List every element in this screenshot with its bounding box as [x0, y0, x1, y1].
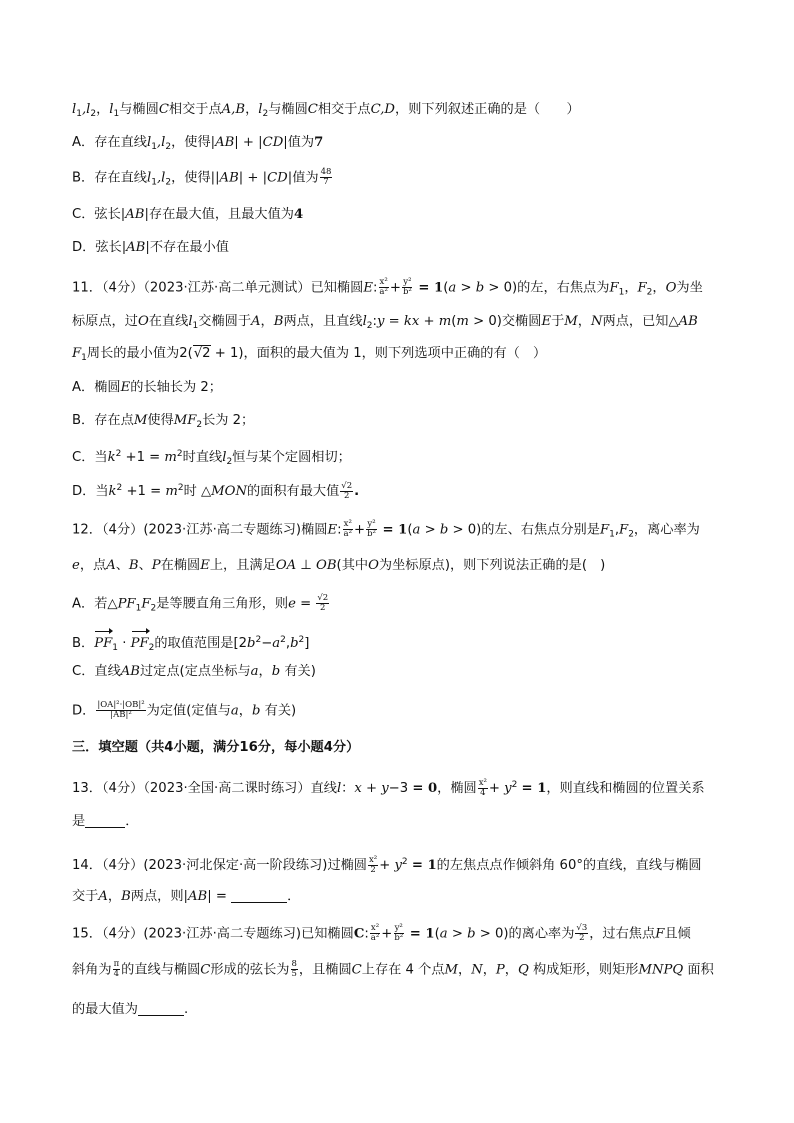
q11-line1: 11．（4分）（2023·江苏·高二单元测试）已知椭圆E: $\frac{\text{x²}}{\text{a²}}$ + $\frac{\text{y²}}{\text{b²}}$ = 1(a > b > 0)的左，右焦点为$F_1$，$F_2$，O为坐 — [72, 277, 703, 298]
q14-line2: 交于A，B两点，则|AB| = ． — [72, 889, 301, 904]
q11-option-a: A．椭圆E的长轴长为 2； — [72, 380, 222, 395]
q13-line1: 13．（4分）（2023·全国·高二课时练习）直线l：x + y−3 = 0，椭圆 $\frac{\text{x²}}{4}$ + $y^2 = 1$，则直线和椭圆的位置关系 — [72, 777, 705, 798]
answer-blank[interactable] — [138, 1001, 184, 1016]
q12-option-d: D． $\frac{\text{|OA|²·|OB|²}}{\text{|AB|²}}$ 为定值(定值与a，b 有关) — [72, 700, 297, 720]
q13-line2: 是 ． — [72, 814, 139, 829]
q15-line1: 15．（4分）(2023·江苏·高二专题练习)已知椭圆C: $\frac{\text{x²}}{\text{a²}}$ + $\frac{\text{y²}}{\text{b²}}$ = 1(a > b > 0)的离心率为 $\frac{√3}{2}$ ，过右焦点F且倾 — [72, 923, 691, 943]
q11-line2: 标原点，过O在直线$l_1$交椭圆于A，B两点，且直线$l_2:y$ = kx + m(m > 0)交椭圆E于M，N两点，已知△AB — [72, 314, 698, 331]
q10-option-d: D．弦长|AB|不存在最小值 — [72, 240, 229, 255]
section-heading: 三．填空题（共4小题，满分16分，每小题4分） — [72, 740, 360, 755]
q12-option-b: B．$PF_1 \cdot PF_2$的取值范围是$[2b^2-a^2,b^2]$ — [72, 635, 310, 653]
q11-option-c: C．当$k^2 +1 = m^2$时直线$l_2$恒与某个定圆相切； — [72, 449, 351, 467]
q11-option-d: D．当$k^2 +1 = m^2$时 △MON的面积有最大值 $\frac{√2}{2}$ . — [72, 480, 360, 501]
q10-stem: $l_1,l_2$，$l_1$与椭圆C相交于点A,B，$l_2$与椭圆C相交于点C,D，则下列叙述正确的是（ ） — [72, 102, 580, 119]
q11-line3: $F_1$周长的最小值为2(√2 + 1)，面积的最大值为 1，则下列选项中正确的有（ ） — [72, 346, 547, 363]
q15-line3: 的最大值为 . — [72, 1002, 189, 1017]
answer-blank[interactable] — [85, 813, 125, 828]
q12-line2: e，点A、B、P在椭圆E上，且满足OA ⊥ OB(其中O为坐标原点)，则下列说法正确的是( ) — [72, 558, 606, 573]
q10-option-b: B．存在直线$l_1,l_2$，使得||AB| + |CD|值为 $\frac{48}{7}$ — [72, 167, 332, 188]
q15-line2: 斜角为 $\frac{\pi}{4}$ 的直线与椭圆C形成的弦长为 $\frac{8}{5}$ ，且椭圆C上存在 4 个点M，N，P，Q 构成矩形，则矩形MNPQ 面积 — [72, 959, 714, 979]
q14-line1: 14．（4分）(2023·河北保定·高一阶段练习)过椭圆 $\frac{\text{x²}}{2}$ + $y^2 = 1$的左焦点点作倾斜角 60°的直线，直线与椭圆 — [72, 854, 702, 875]
q10-option-a: A．存在直线$l_1,l_2$，使得|AB| + |CD|值为7 — [72, 135, 324, 152]
answer-blank[interactable] — [231, 888, 287, 903]
q10-option-c: C．弦长|AB|存在最大值，且最大值为4 — [72, 207, 304, 222]
q12-line1: 12．（4分）(2023·江苏·高二专题练习)椭圆E: $\frac{\text{x²}}{\text{a²}}$ + $\frac{\text{y²}}{\text{b²}}$ = 1(a > b > 0)的左、右焦点分别是$F_1,F_2$，离心率为 — [72, 519, 700, 540]
q12-option-a: A．若$\triangle PF_1F_2$是等腰直角三角形，则e = $\frac{√2}{2}$ — [72, 593, 329, 614]
q12-option-c: C．直线AB过定点(定点坐标与a，b 有关) — [72, 664, 316, 679]
q11-option-b: B．存在点M使得$MF_2$长为 2； — [72, 413, 255, 430]
